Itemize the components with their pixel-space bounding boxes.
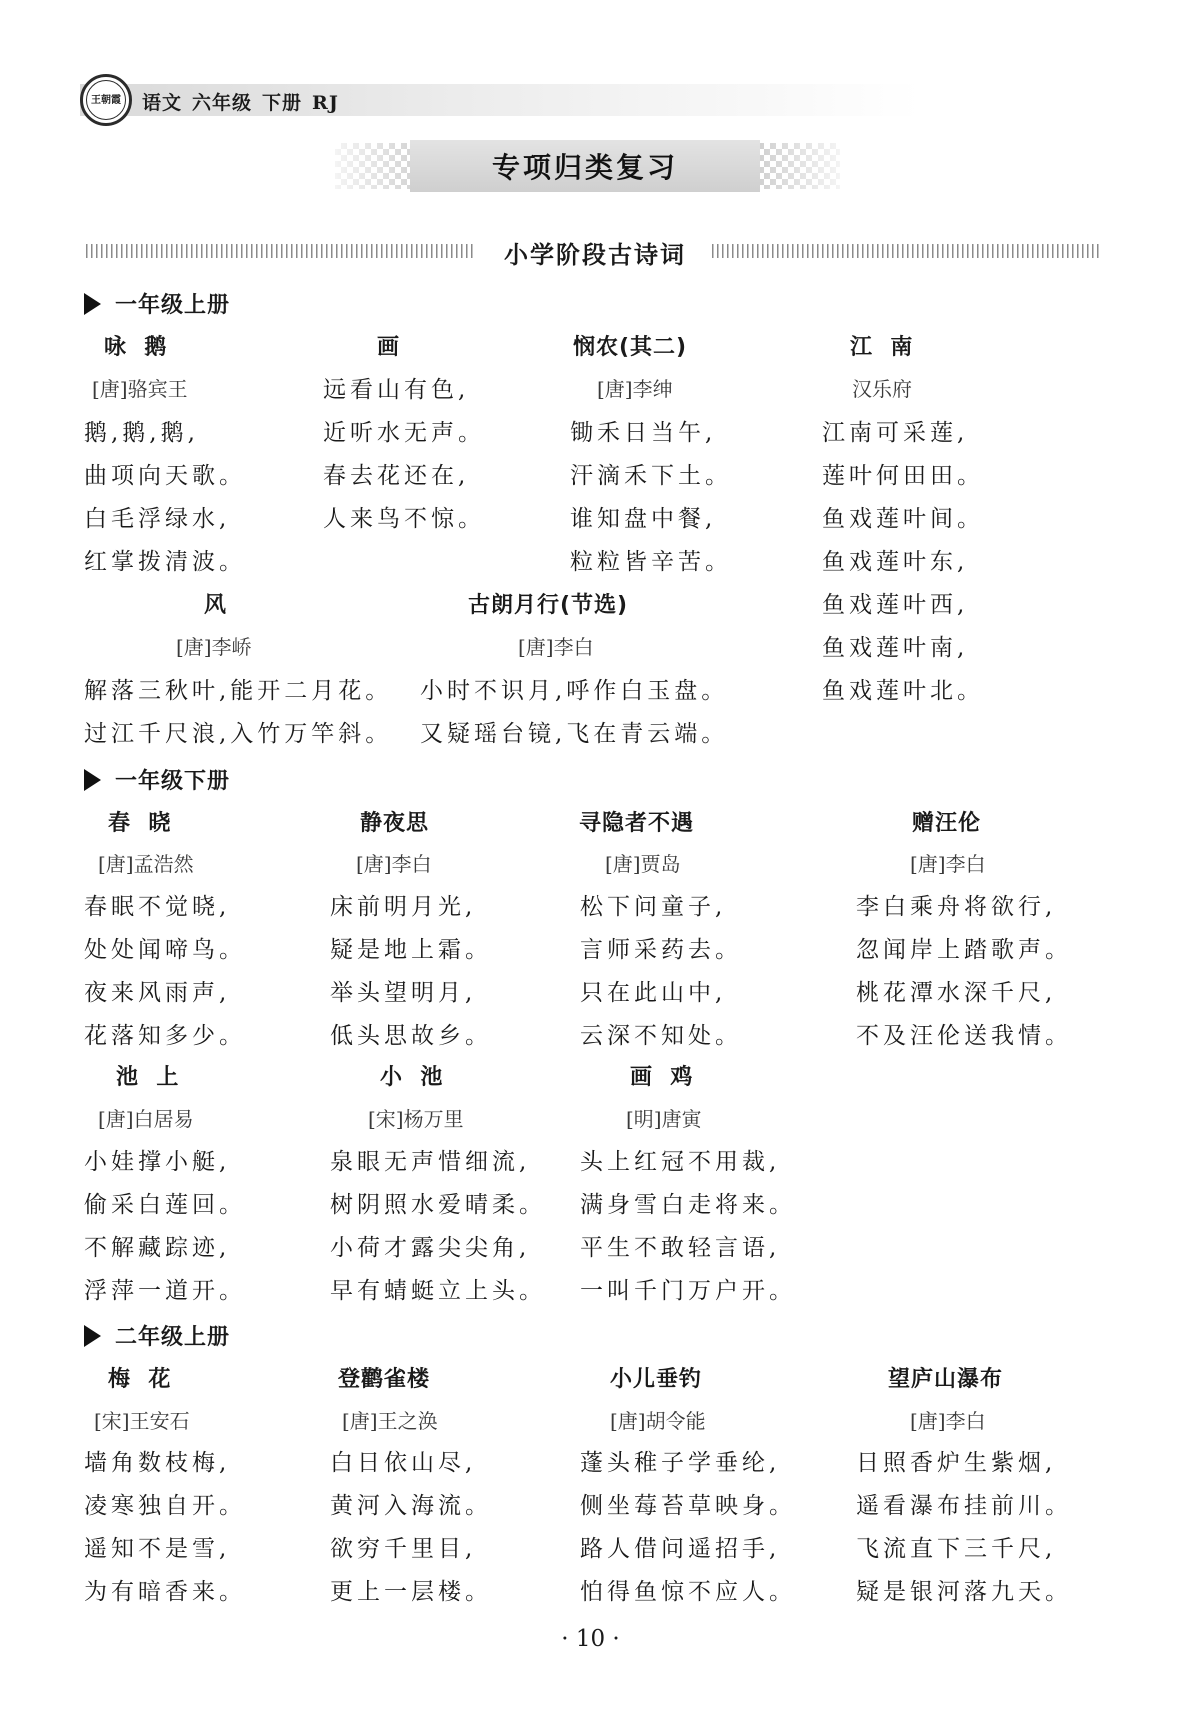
poem-line: 飞流直下三千尺, — [856, 1536, 1057, 1562]
poem-line: 早有蜻蜓立上头。 — [330, 1278, 546, 1304]
poem-title: 梅 花 — [108, 1367, 172, 1392]
poem-line: 遥知不是雪, — [84, 1536, 231, 1562]
poem-line: 偷采白莲回。 — [84, 1192, 246, 1218]
poem-line: 江南可采莲, — [822, 420, 969, 446]
poem-author: [唐]贾岛 — [605, 852, 681, 876]
poem-title: 古朗月行(节选) — [468, 593, 629, 618]
poem-author: [唐]李白 — [356, 852, 432, 876]
poem-line: 疑是银河落九天。 — [856, 1579, 1072, 1605]
poem-line: 更上一层楼。 — [330, 1579, 492, 1605]
poem-line: 春眠不觉晓, — [84, 894, 231, 920]
poem-line: 小时不识月,呼作白玉盘。 — [420, 678, 729, 704]
poem-line: 鱼戏莲叶东, — [822, 549, 969, 575]
poem-line: 锄禾日当午, — [570, 420, 717, 446]
poem-line: 遥看瀑布挂前川。 — [856, 1493, 1072, 1519]
poem-title: 赠汪伦 — [912, 811, 982, 836]
poem-line: 白日依山尽, — [330, 1450, 477, 1476]
poem-line: 夜来风雨声, — [84, 980, 231, 1006]
subtitle: 小学阶段古诗词 — [504, 241, 686, 269]
poem-line: 一叫千门万户开。 — [580, 1278, 796, 1304]
poem-author: [明]唐寅 — [626, 1107, 702, 1131]
poem-title: 江 南 — [850, 335, 914, 360]
poem-line: 为有暗香来。 — [84, 1579, 246, 1605]
poem-line: 凌寒独自开。 — [84, 1493, 246, 1519]
poem-line: 又疑瑶台镜,飞在青云端。 — [420, 721, 729, 747]
grade-label: 六年级 — [192, 92, 253, 114]
poem-title: 静夜思 — [360, 811, 430, 836]
poem-line: 小荷才露尖尖角, — [330, 1235, 531, 1261]
poem-line: 侧坐莓苔草映身。 — [580, 1493, 796, 1519]
poem-line: 谁知盘中餐, — [570, 506, 717, 532]
poem-line: 松下问童子, — [580, 894, 727, 920]
poem-title: 风 — [204, 593, 228, 618]
poem-title: 登鹳雀楼 — [338, 1367, 431, 1392]
poem-line: 白毛浮绿水, — [84, 506, 231, 532]
grade-heading: 二年级上册 — [84, 1320, 230, 1351]
publisher-logo — [80, 74, 132, 126]
poem-line: 鱼戏莲叶间。 — [822, 506, 984, 532]
poem-title: 望庐山瀑布 — [888, 1367, 1004, 1392]
poem-title: 画 鸡 — [630, 1065, 694, 1090]
poem-author: [唐]王之涣 — [342, 1409, 438, 1433]
poem-title: 小 池 — [380, 1065, 444, 1090]
poem-line: 鱼戏莲叶南, — [822, 635, 969, 661]
triangle-bullet-icon — [84, 293, 101, 315]
poem-line: 花落知多少。 — [84, 1023, 246, 1049]
poem-author: [唐]李白 — [910, 1409, 986, 1433]
poem-line: 浮萍一道开。 — [84, 1278, 246, 1304]
poem-line: 莲叶何田田。 — [822, 463, 984, 489]
poem-line: 小娃撑小艇, — [84, 1149, 231, 1175]
poem-title: 悯农(其二) — [573, 335, 688, 360]
poem-line: 忽闻岸上踏歌声。 — [856, 937, 1072, 963]
poem-line: 鱼戏莲叶西, — [822, 592, 969, 618]
poem-line: 疑是地上霜。 — [330, 937, 492, 963]
volume-label: 下册 — [262, 92, 303, 114]
poem-title: 寻隐者不遇 — [579, 811, 695, 836]
triangle-bullet-icon — [84, 769, 101, 791]
poem-line: 怕得鱼惊不应人。 — [580, 1579, 796, 1605]
poem-author: 汉乐府 — [852, 377, 912, 401]
grade-heading: 一年级上册 — [84, 288, 230, 319]
poem-author: [唐]李峤 — [176, 635, 252, 659]
page-number: · 10 · — [561, 1626, 620, 1652]
subject: 语文 — [142, 92, 183, 114]
poem-line: 只在此山中, — [580, 980, 727, 1006]
book-info — [142, 88, 349, 115]
poem-line: 解落三秋叶,能开二月花。 — [84, 678, 393, 704]
poem-title: 池 上 — [116, 1065, 180, 1090]
poem-author: [唐]胡令能 — [610, 1409, 706, 1433]
triangle-bullet-icon — [84, 1325, 101, 1347]
logo-text: 王朝霞 — [86, 80, 126, 120]
poem-line: 言师采药去。 — [580, 937, 742, 963]
poem-author: [唐]李白 — [518, 635, 594, 659]
poem-line: 低头思故乡。 — [330, 1023, 492, 1049]
poem-line: 树阴照水爱晴柔。 — [330, 1192, 546, 1218]
edition-label: RJ — [312, 92, 339, 114]
poem-line: 曲项向天歌。 — [84, 463, 246, 489]
poem-line: 黄河入海流。 — [330, 1493, 492, 1519]
poem-title: 画 — [377, 335, 401, 360]
poem-line: 泉眼无声惜细流, — [330, 1149, 531, 1175]
poem-line: 人来鸟不惊。 — [323, 506, 485, 532]
poem-title: 春 晓 — [108, 811, 172, 836]
poem-line: 头上红冠不用裁, — [580, 1149, 781, 1175]
poem-title: 小儿垂钓 — [610, 1367, 703, 1392]
poem-author: [宋]王安石 — [94, 1409, 190, 1433]
poem-line: 李白乘舟将欲行, — [856, 894, 1057, 920]
poem-line: 春去花还在, — [323, 463, 470, 489]
poem-line: 墙角数枝梅, — [84, 1450, 231, 1476]
poem-line: 鹅,鹅,鹅, — [84, 420, 199, 446]
poem-line: 远看山有色, — [323, 377, 470, 403]
section-title: 专项归类复习 — [410, 140, 760, 192]
poem-author: [唐]李白 — [910, 852, 986, 876]
poem-line: 红掌拨清波。 — [84, 549, 246, 575]
poem-line: 路人借问遥招手, — [580, 1536, 781, 1562]
poem-author: [唐]白居易 — [98, 1107, 194, 1131]
subtitle-rule-right — [712, 244, 1102, 258]
poem-line: 汗滴禾下土。 — [570, 463, 732, 489]
poem-author: [宋]杨万里 — [368, 1107, 464, 1131]
poem-title: 咏 鹅 — [104, 335, 168, 360]
poem-author: [唐]孟浩然 — [98, 852, 194, 876]
poem-line: 处处闻啼鸟。 — [84, 937, 246, 963]
poem-line: 床前明月光, — [330, 894, 477, 920]
poem-author: [唐]李绅 — [597, 377, 673, 401]
poem-line: 不解藏踪迹, — [84, 1235, 231, 1261]
poem-author: [唐]骆宾王 — [92, 377, 188, 401]
poem-line: 鱼戏莲叶北。 — [822, 678, 984, 704]
poem-line: 蓬头稚子学垂纶, — [580, 1450, 781, 1476]
poem-line: 欲穷千里目, — [330, 1536, 477, 1562]
poem-line: 近听水无声。 — [323, 420, 485, 446]
poem-line: 粒粒皆辛苦。 — [570, 549, 732, 575]
poem-line: 桃花潭水深千尺, — [856, 980, 1057, 1006]
poem-line: 过江千尺浪,入竹万竿斜。 — [84, 721, 393, 747]
subtitle-rule-left — [86, 244, 476, 258]
poem-line: 满身雪白走将来。 — [580, 1192, 796, 1218]
poem-line: 举头望明月, — [330, 980, 477, 1006]
poem-line: 日照香炉生紫烟, — [856, 1450, 1057, 1476]
poem-line: 云深不知处。 — [580, 1023, 742, 1049]
poem-line: 不及汪伦送我情。 — [856, 1023, 1072, 1049]
poem-line: 平生不敢轻言语, — [580, 1235, 781, 1261]
grade-heading: 一年级下册 — [84, 764, 230, 795]
